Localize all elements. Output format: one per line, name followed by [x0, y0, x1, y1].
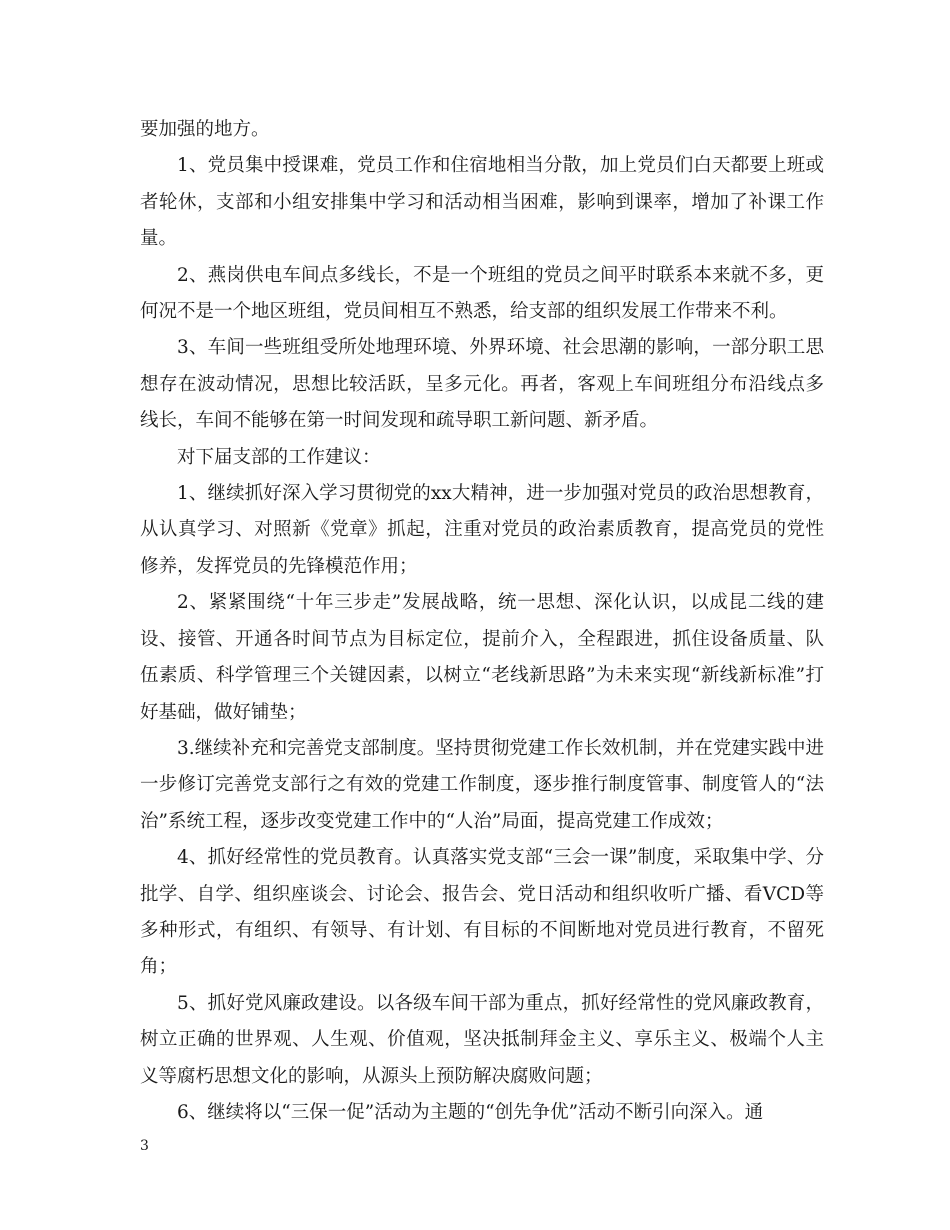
paragraph: 要加强的地方。	[140, 119, 270, 140]
paragraph: 1、党员集中授课难，党员工作和住宿地相当分散，加上党员们白天都要上班或者轮休，支部和小组安排集中学习和活动相当困难，影响到课率，增加了补课工作量。	[140, 155, 824, 250]
paragraph: 3、车间一些班组受所处地理环境、外界环境、社会思潮的影响，一部分职工思想存在波动情况，思想比较活跃，呈多元化。再者，客观上车间班组分布沿线点多线长，车间不能够在第一时间发现和疏导职工新问题、新矛盾。	[140, 337, 824, 432]
document-body	[140, 112, 824, 1131]
paragraph: 2、燕岗供电车间点多线长，不是一个班组的党员之间平时联系本来就不多，更何况不是一个地区班组，党员间相互不熟悉，给支部的组织发展工作带来不利。	[140, 264, 824, 323]
paragraph: 6、继续将以“三保一促”活动为主题的“创先争优”活动不断引向深入。通	[177, 1101, 764, 1123]
paragraph: 5、抓好党风廉政建设。以各级车间干部为重点，抓好经常性的党风廉政教育，树立正确的世界观、人生观、价值观，坚决抵制拜金主义、享乐主义、极端个人主义等腐朽思想文化的影响，从源头上预防解决腐败问题；	[140, 992, 824, 1087]
section-heading: 对下届支部的工作建议：	[177, 446, 381, 468]
paragraph: 4、抓好经常性的党员教育。认真落实党支部“三会一课”制度，采取集中学、分批学、自学、组织座谈会、讨论会、报告会、党日活动和组织收听广播、看VCD等多种形式，有组织、有领导、有计划、有目标的不间断地对党员进行教育，不留死角；	[140, 847, 824, 978]
paragraph: 1、继续抓好深入学习贯彻党的xx大精神，进一步加强对党员的政治思想教育，从认真学习、对照新《党章》抓起，注重对党员的政治素质教育，提高党员的党性修养，发挥党员的先锋模范作用；	[140, 483, 824, 577]
paragraph: 2、紧紧围绕“十年三步走”发展战略，统一思想、深化认识，以成昆二线的建设、接管、开通各时间节点为目标定位，提前介入，全程跟进，抓住设备质量、队伍素质、科学管理三个关键因素，以树立“老线新思路”为未来实现“新线新标准”打好基础，做好铺垫；	[140, 592, 824, 723]
page-number: 3	[140, 1138, 149, 1154]
paragraph: 3.继续补充和完善党支部制度。坚持贯彻党建工作长效机制，并在党建实践中进一步修订完善党支部行之有效的党建工作制度，逐步推行制度管事、制度管人的“法治”系统工程，逐步改变党建工作中的“人治”局面，提高党建工作成效；	[140, 737, 824, 832]
